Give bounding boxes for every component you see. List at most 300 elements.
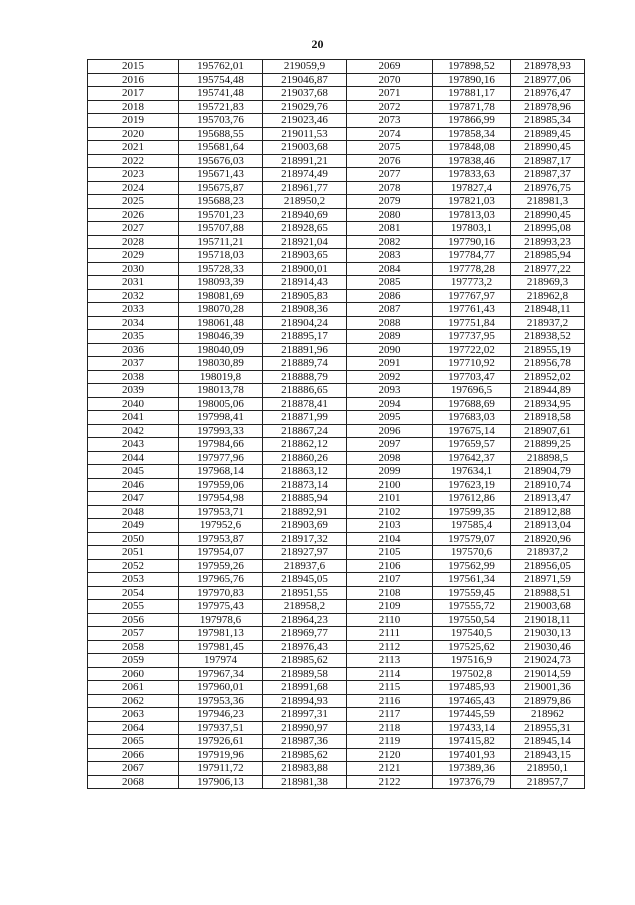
y-coordinate-right: 218977,06	[511, 73, 585, 87]
y-coordinate-left: 218895,17	[263, 330, 347, 344]
x-coordinate-left: 197968,14	[179, 465, 263, 479]
y-coordinate-left: 218921,04	[263, 235, 347, 249]
x-coordinate-left: 197965,76	[179, 573, 263, 587]
x-coordinate-left: 197978,6	[179, 613, 263, 627]
x-coordinate-right: 197871,78	[433, 100, 511, 114]
y-coordinate-right: 218907,61	[511, 424, 585, 438]
point-number-right: 2072	[347, 100, 433, 114]
y-coordinate-right: 218995,08	[511, 222, 585, 236]
table-row	[88, 87, 585, 101]
y-coordinate-right: 218955,31	[511, 721, 585, 735]
y-coordinate-right: 219030,13	[511, 627, 585, 641]
x-coordinate-right: 197784,77	[433, 249, 511, 263]
x-coordinate-right: 197790,16	[433, 235, 511, 249]
x-coordinate-right: 197675,14	[433, 424, 511, 438]
x-coordinate-right: 197767,97	[433, 289, 511, 303]
y-coordinate-left: 218987,36	[263, 735, 347, 749]
table-row	[88, 492, 585, 506]
point-number-left: 2033	[88, 303, 179, 317]
y-coordinate-right: 218969,3	[511, 276, 585, 290]
x-coordinate-left: 197998,41	[179, 411, 263, 425]
point-number-right: 2096	[347, 424, 433, 438]
x-coordinate-left: 197974	[179, 654, 263, 668]
y-coordinate-right: 218904,79	[511, 465, 585, 479]
point-number-left: 2021	[88, 141, 179, 155]
y-coordinate-right: 218912,88	[511, 505, 585, 519]
y-coordinate-right: 219030,46	[511, 640, 585, 654]
table-row	[88, 384, 585, 398]
table-row	[88, 762, 585, 776]
coordinates-table-body	[88, 60, 585, 789]
point-number-right: 2113	[347, 654, 433, 668]
table-row	[88, 411, 585, 425]
y-coordinate-right: 219014,59	[511, 667, 585, 681]
point-number-left: 2068	[88, 775, 179, 789]
x-coordinate-left: 195754,48	[179, 73, 263, 87]
y-coordinate-left: 218928,65	[263, 222, 347, 236]
point-number-left: 2035	[88, 330, 179, 344]
y-coordinate-right: 218990,45	[511, 208, 585, 222]
point-number-left: 2016	[88, 73, 179, 87]
x-coordinate-left: 198040,09	[179, 343, 263, 357]
table-row	[88, 289, 585, 303]
x-coordinate-right: 197540,5	[433, 627, 511, 641]
y-coordinate-right: 218950,1	[511, 762, 585, 776]
point-number-left: 2053	[88, 573, 179, 587]
y-coordinate-left: 218989,58	[263, 667, 347, 681]
point-number-left: 2027	[88, 222, 179, 236]
x-coordinate-left: 198005,06	[179, 397, 263, 411]
y-coordinate-left: 218908,36	[263, 303, 347, 317]
y-coordinate-left: 219029,76	[263, 100, 347, 114]
coordinates-table	[87, 59, 585, 789]
y-coordinate-left: 218889,74	[263, 357, 347, 371]
y-coordinate-left: 219003,68	[263, 141, 347, 155]
table-row	[88, 370, 585, 384]
point-number-left: 2063	[88, 708, 179, 722]
point-number-right: 2075	[347, 141, 433, 155]
y-coordinate-right: 218989,45	[511, 127, 585, 141]
table-row	[88, 438, 585, 452]
x-coordinate-left: 197926,61	[179, 735, 263, 749]
point-number-right: 2112	[347, 640, 433, 654]
table-row	[88, 195, 585, 209]
point-number-right: 2105	[347, 546, 433, 560]
x-coordinate-left: 197959,26	[179, 559, 263, 573]
y-coordinate-right: 218913,47	[511, 492, 585, 506]
point-number-left: 2026	[88, 208, 179, 222]
y-coordinate-right: 218944,89	[511, 384, 585, 398]
x-coordinate-right: 197445,59	[433, 708, 511, 722]
point-number-right: 2121	[347, 762, 433, 776]
y-coordinate-right: 218910,74	[511, 478, 585, 492]
y-coordinate-left: 218867,24	[263, 424, 347, 438]
point-number-left: 2043	[88, 438, 179, 452]
point-number-left: 2064	[88, 721, 179, 735]
table-row	[88, 73, 585, 87]
y-coordinate-left: 218976,43	[263, 640, 347, 654]
y-coordinate-right: 218962,8	[511, 289, 585, 303]
y-coordinate-left: 218900,01	[263, 262, 347, 276]
x-coordinate-left: 197993,33	[179, 424, 263, 438]
x-coordinate-right: 197722,02	[433, 343, 511, 357]
point-number-right: 2097	[347, 438, 433, 452]
y-coordinate-left: 218958,2	[263, 600, 347, 614]
x-coordinate-right: 197612,86	[433, 492, 511, 506]
point-number-left: 2015	[88, 60, 179, 74]
y-coordinate-left: 218878,41	[263, 397, 347, 411]
point-number-right: 2082	[347, 235, 433, 249]
point-number-right: 2073	[347, 114, 433, 128]
table-row	[88, 600, 585, 614]
point-number-right: 2106	[347, 559, 433, 573]
point-number-left: 2024	[88, 181, 179, 195]
table-row	[88, 519, 585, 533]
y-coordinate-right: 218990,45	[511, 141, 585, 155]
y-coordinate-left: 219046,87	[263, 73, 347, 87]
y-coordinate-right: 218945,14	[511, 735, 585, 749]
point-number-left: 2058	[88, 640, 179, 654]
y-coordinate-left: 218885,94	[263, 492, 347, 506]
y-coordinate-right: 219024,73	[511, 654, 585, 668]
point-number-right: 2101	[347, 492, 433, 506]
point-number-right: 2083	[347, 249, 433, 263]
x-coordinate-left: 197937,51	[179, 721, 263, 735]
point-number-left: 2036	[88, 343, 179, 357]
point-number-right: 2089	[347, 330, 433, 344]
point-number-right: 2116	[347, 694, 433, 708]
point-number-right: 2117	[347, 708, 433, 722]
table-row	[88, 343, 585, 357]
point-number-right: 2119	[347, 735, 433, 749]
y-coordinate-right: 218976,75	[511, 181, 585, 195]
x-coordinate-right: 197688,69	[433, 397, 511, 411]
x-coordinate-right: 197570,6	[433, 546, 511, 560]
point-number-right: 2095	[347, 411, 433, 425]
point-number-left: 2040	[88, 397, 179, 411]
y-coordinate-right: 218981,3	[511, 195, 585, 209]
x-coordinate-left: 198061,48	[179, 316, 263, 330]
y-coordinate-right: 219018,11	[511, 613, 585, 627]
x-coordinate-left: 195721,83	[179, 100, 263, 114]
y-coordinate-right: 218898,5	[511, 451, 585, 465]
table-row	[88, 60, 585, 74]
table-row	[88, 613, 585, 627]
table-row	[88, 654, 585, 668]
x-coordinate-left: 195728,33	[179, 262, 263, 276]
x-coordinate-left: 197954,98	[179, 492, 263, 506]
y-coordinate-left: 218964,23	[263, 613, 347, 627]
point-number-left: 2041	[88, 411, 179, 425]
y-coordinate-left: 218873,14	[263, 478, 347, 492]
x-coordinate-left: 195681,64	[179, 141, 263, 155]
x-coordinate-left: 198030,89	[179, 357, 263, 371]
x-coordinate-left: 198019,8	[179, 370, 263, 384]
table-row	[88, 276, 585, 290]
table-row	[88, 546, 585, 560]
point-number-left: 2047	[88, 492, 179, 506]
y-coordinate-left: 218888,79	[263, 370, 347, 384]
point-number-left: 2066	[88, 748, 179, 762]
x-coordinate-right: 197813,03	[433, 208, 511, 222]
point-number-left: 2025	[88, 195, 179, 209]
y-coordinate-left: 218886,65	[263, 384, 347, 398]
table-row	[88, 235, 585, 249]
x-coordinate-right: 197555,72	[433, 600, 511, 614]
x-coordinate-right: 197599,35	[433, 505, 511, 519]
y-coordinate-right: 218962	[511, 708, 585, 722]
y-coordinate-right: 218948,11	[511, 303, 585, 317]
table-row	[88, 775, 585, 789]
x-coordinate-left: 195762,01	[179, 60, 263, 74]
table-row	[88, 748, 585, 762]
y-coordinate-left: 218991,21	[263, 154, 347, 168]
y-coordinate-left: 218991,68	[263, 681, 347, 695]
table-row	[88, 330, 585, 344]
y-coordinate-left: 218892,91	[263, 505, 347, 519]
point-number-left: 2032	[88, 289, 179, 303]
point-number-left: 2062	[88, 694, 179, 708]
point-number-left: 2051	[88, 546, 179, 560]
point-number-right: 2071	[347, 87, 433, 101]
x-coordinate-right: 197516,9	[433, 654, 511, 668]
table-row	[88, 573, 585, 587]
point-number-right: 2086	[347, 289, 433, 303]
table-row	[88, 100, 585, 114]
y-coordinate-right: 218918,58	[511, 411, 585, 425]
table-row	[88, 559, 585, 573]
table-row	[88, 262, 585, 276]
x-coordinate-left: 197954,07	[179, 546, 263, 560]
point-number-right: 2103	[347, 519, 433, 533]
y-coordinate-right: 219003,68	[511, 600, 585, 614]
point-number-right: 2092	[347, 370, 433, 384]
x-coordinate-right: 197751,84	[433, 316, 511, 330]
point-number-right: 2080	[347, 208, 433, 222]
y-coordinate-left: 218871,99	[263, 411, 347, 425]
point-number-left: 2017	[88, 87, 179, 101]
y-coordinate-right: 218955,19	[511, 343, 585, 357]
y-coordinate-left: 218940,69	[263, 208, 347, 222]
x-coordinate-right: 197838,46	[433, 154, 511, 168]
y-coordinate-left: 218860,26	[263, 451, 347, 465]
y-coordinate-left: 218994,93	[263, 694, 347, 708]
point-number-right: 2120	[347, 748, 433, 762]
point-number-left: 2056	[88, 613, 179, 627]
x-coordinate-right: 197415,82	[433, 735, 511, 749]
point-number-left: 2030	[88, 262, 179, 276]
table-row	[88, 397, 585, 411]
y-coordinate-right: 218978,93	[511, 60, 585, 74]
y-coordinate-right: 218943,15	[511, 748, 585, 762]
table-row	[88, 586, 585, 600]
y-coordinate-left: 218985,62	[263, 654, 347, 668]
point-number-right: 2070	[347, 73, 433, 87]
y-coordinate-right: 218993,23	[511, 235, 585, 249]
y-coordinate-right: 218913,04	[511, 519, 585, 533]
x-coordinate-left: 195718,03	[179, 249, 263, 263]
point-number-left: 2061	[88, 681, 179, 695]
point-number-right: 2118	[347, 721, 433, 735]
point-number-right: 2091	[347, 357, 433, 371]
table-row	[88, 708, 585, 722]
point-number-right: 2076	[347, 154, 433, 168]
point-number-left: 2049	[88, 519, 179, 533]
x-coordinate-left: 197960,01	[179, 681, 263, 695]
x-coordinate-left: 195675,87	[179, 181, 263, 195]
x-coordinate-left: 198046,39	[179, 330, 263, 344]
point-number-right: 2077	[347, 168, 433, 182]
point-number-left: 2052	[88, 559, 179, 573]
x-coordinate-left: 195711,21	[179, 235, 263, 249]
y-coordinate-left: 218990,97	[263, 721, 347, 735]
x-coordinate-left: 195741,48	[179, 87, 263, 101]
point-number-right: 2111	[347, 627, 433, 641]
table-row	[88, 681, 585, 695]
x-coordinate-right: 197623,19	[433, 478, 511, 492]
x-coordinate-left: 197981,13	[179, 627, 263, 641]
x-coordinate-right: 197737,95	[433, 330, 511, 344]
x-coordinate-left: 197952,6	[179, 519, 263, 533]
point-number-left: 2018	[88, 100, 179, 114]
x-coordinate-left: 195671,43	[179, 168, 263, 182]
point-number-right: 2090	[347, 343, 433, 357]
y-coordinate-right: 218988,51	[511, 586, 585, 600]
x-coordinate-right: 197696,5	[433, 384, 511, 398]
x-coordinate-right: 197778,28	[433, 262, 511, 276]
y-coordinate-left: 218950,2	[263, 195, 347, 209]
x-coordinate-right: 197827,4	[433, 181, 511, 195]
point-number-right: 2104	[347, 532, 433, 546]
y-coordinate-right: 218978,96	[511, 100, 585, 114]
x-coordinate-left: 195703,76	[179, 114, 263, 128]
point-number-left: 2034	[88, 316, 179, 330]
x-coordinate-left: 197981,45	[179, 640, 263, 654]
x-coordinate-right: 197550,54	[433, 613, 511, 627]
table-row	[88, 465, 585, 479]
table-row	[88, 694, 585, 708]
point-number-left: 2039	[88, 384, 179, 398]
point-number-left: 2046	[88, 478, 179, 492]
point-number-right: 2069	[347, 60, 433, 74]
x-coordinate-left: 195676,03	[179, 154, 263, 168]
table-row	[88, 667, 585, 681]
y-coordinate-left: 219037,68	[263, 87, 347, 101]
table-row	[88, 114, 585, 128]
y-coordinate-left: 218945,05	[263, 573, 347, 587]
y-coordinate-left: 218904,24	[263, 316, 347, 330]
point-number-right: 2087	[347, 303, 433, 317]
point-number-left: 2045	[88, 465, 179, 479]
point-number-right: 2094	[347, 397, 433, 411]
x-coordinate-left: 197975,43	[179, 600, 263, 614]
point-number-left: 2028	[88, 235, 179, 249]
point-number-right: 2108	[347, 586, 433, 600]
x-coordinate-right: 197465,43	[433, 694, 511, 708]
y-coordinate-right: 218937,2	[511, 546, 585, 560]
y-coordinate-left: 218997,31	[263, 708, 347, 722]
x-coordinate-right: 197502,8	[433, 667, 511, 681]
x-coordinate-left: 197953,36	[179, 694, 263, 708]
point-number-right: 2074	[347, 127, 433, 141]
point-number-left: 2038	[88, 370, 179, 384]
y-coordinate-right: 218976,47	[511, 87, 585, 101]
x-coordinate-left: 195688,55	[179, 127, 263, 141]
y-coordinate-right: 218987,17	[511, 154, 585, 168]
x-coordinate-left: 197953,71	[179, 505, 263, 519]
x-coordinate-left: 198093,39	[179, 276, 263, 290]
table-row	[88, 168, 585, 182]
x-coordinate-left: 195707,88	[179, 222, 263, 236]
y-coordinate-right: 218899,25	[511, 438, 585, 452]
table-row	[88, 451, 585, 465]
x-coordinate-right: 197683,03	[433, 411, 511, 425]
table-row	[88, 532, 585, 546]
x-coordinate-right: 197634,1	[433, 465, 511, 479]
x-coordinate-right: 197485,93	[433, 681, 511, 695]
x-coordinate-right: 197389,36	[433, 762, 511, 776]
table-row	[88, 721, 585, 735]
point-number-right: 2085	[347, 276, 433, 290]
point-number-left: 2055	[88, 600, 179, 614]
x-coordinate-right: 197579,07	[433, 532, 511, 546]
y-coordinate-left: 218974,49	[263, 168, 347, 182]
table-row	[88, 478, 585, 492]
point-number-left: 2022	[88, 154, 179, 168]
point-number-left: 2023	[88, 168, 179, 182]
x-coordinate-left: 197953,87	[179, 532, 263, 546]
point-number-left: 2037	[88, 357, 179, 371]
point-number-left: 2044	[88, 451, 179, 465]
point-number-left: 2048	[88, 505, 179, 519]
y-coordinate-right: 218956,05	[511, 559, 585, 573]
y-coordinate-right: 218952,02	[511, 370, 585, 384]
table-row	[88, 154, 585, 168]
point-number-left: 2042	[88, 424, 179, 438]
point-number-right: 2114	[347, 667, 433, 681]
point-number-left: 2020	[88, 127, 179, 141]
y-coordinate-left: 218969,77	[263, 627, 347, 641]
point-number-right: 2078	[347, 181, 433, 195]
table-row	[88, 357, 585, 371]
y-coordinate-left: 218927,97	[263, 546, 347, 560]
x-coordinate-right: 197585,4	[433, 519, 511, 533]
table-row	[88, 181, 585, 195]
point-number-left: 2029	[88, 249, 179, 263]
point-number-left: 2067	[88, 762, 179, 776]
x-coordinate-left: 197977,96	[179, 451, 263, 465]
y-coordinate-right: 218977,22	[511, 262, 585, 276]
y-coordinate-right: 218938,52	[511, 330, 585, 344]
y-coordinate-right: 218920,96	[511, 532, 585, 546]
page-number: 20	[311, 37, 324, 51]
point-number-right: 2109	[347, 600, 433, 614]
table-row	[88, 249, 585, 263]
x-coordinate-left: 198081,69	[179, 289, 263, 303]
x-coordinate-left: 197906,13	[179, 775, 263, 789]
table-row	[88, 505, 585, 519]
x-coordinate-right: 197858,34	[433, 127, 511, 141]
y-coordinate-right: 218957,7	[511, 775, 585, 789]
table-row	[88, 424, 585, 438]
table-row	[88, 303, 585, 317]
table-row	[88, 208, 585, 222]
y-coordinate-left: 219059,9	[263, 60, 347, 74]
point-number-left: 2019	[88, 114, 179, 128]
y-coordinate-right: 218987,37	[511, 168, 585, 182]
point-number-right: 2115	[347, 681, 433, 695]
y-coordinate-left: 218905,83	[263, 289, 347, 303]
